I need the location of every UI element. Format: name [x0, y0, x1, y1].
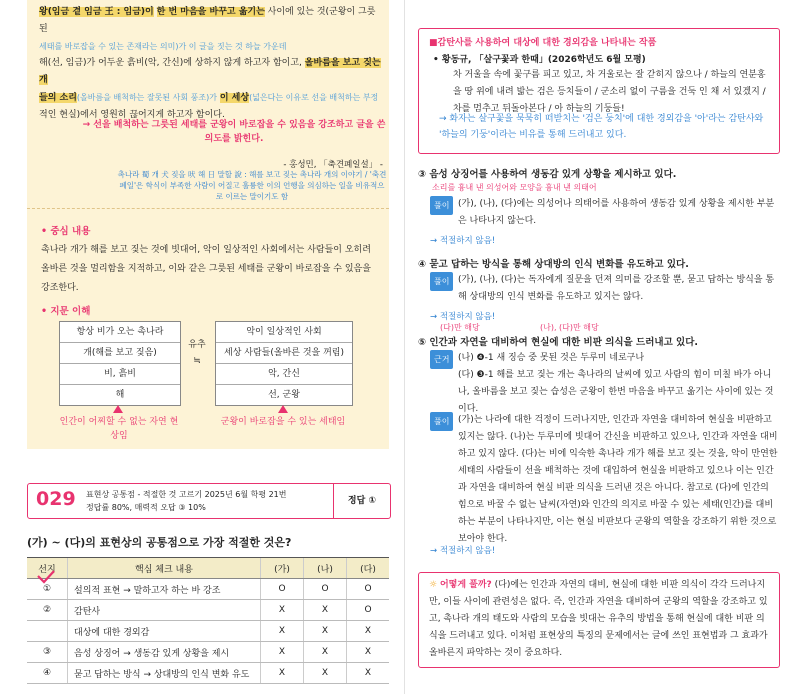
- choice-cell: ①: [27, 579, 68, 600]
- check-table-row: [27, 600, 389, 621]
- example-title: ■감탄사를 사용하여 대상에 대한 경외감을 나타내는 작품: [429, 38, 657, 48]
- mark-da: X: [347, 663, 390, 684]
- option-3-subnote: 소리를 흉내 낸 의성어와 모양을 흉내 낸 의태어: [432, 183, 597, 192]
- mark-ga: X: [261, 642, 304, 663]
- checkmark-icon: [36, 570, 56, 584]
- evidence-line-1: (나) ❹-1 새 징승 중 못된 것은 두루미 네로구나: [458, 353, 645, 363]
- lightbulb-icon: ☼: [429, 580, 438, 590]
- question-text: (가) ~ (다)의 표현상의 공통점으로 가장 적절한 것은?: [27, 536, 292, 549]
- option-5-check: → 적절하지 않음!: [430, 546, 496, 556]
- analogy-source-note: 인간이 어찌할 수 없는 자연 현상임: [59, 417, 179, 441]
- passage-l3c: 올바름을 보고 짖는 개: [39, 58, 381, 85]
- col-ga: (가): [261, 558, 304, 579]
- option-5-subnote-left: (다)만 해당: [440, 323, 480, 332]
- explanation-tag: 풀이: [430, 272, 453, 291]
- analogy-target-row: 악, 간신: [216, 364, 352, 385]
- analogy-source-row: 비, 흙비: [60, 364, 180, 385]
- item-cell: 감탄사: [68, 600, 261, 621]
- passage-l5: 적인 현실)에서 영원히 끊어지게 하고자 함이다.: [39, 110, 225, 120]
- option-5-body: (가)는 나라에 대한 걱정이 드러나지만, 인간과 자연을 대비하여 현실을 비판하고 있지는 않다. (나)는 두루미에 빗대어 간신을 비판하고 있으나, 인간과 자연을 대비하고 있지 않다. (다)는 비에 익숙한 촉나라 개가 해를 보고 짖는 것을, 악이 만연한 세태의 사람들이 선을 배척하는 것에 대입하여 현실을 비판하고 있으나 이는 인간과 자연을 대비하여 현실 비판 의식을 드러낸 것은 아니다. 참고로 (다)에 인간의 힘으로 바꿀 수 없는 날씨(자연)와 인간의 의지로 바꿀 수 있는 세태(인간)를 대비하는 부분이 나타나지만, 이는 현실 비판보다 군왕의 역할을 강조하기 위한 것으로 보아야 한다.: [458, 415, 778, 544]
- item-cell: 대상에 대한 경외감: [68, 621, 261, 642]
- col-choice: 선지: [27, 558, 68, 579]
- mark-na: O: [304, 579, 347, 600]
- passage-l3a: 해(선, 임금)가: [39, 58, 96, 68]
- check-table-row: [27, 663, 389, 684]
- mark-ga: O: [261, 579, 304, 600]
- question-accuracy: 정답률 80%, 매력적 오답 ③ 10%: [86, 503, 206, 512]
- option-5-evidence-text: [458, 350, 780, 418]
- analogy-target-note: 군왕이 바로잡을 수 있는 세태임: [220, 417, 346, 427]
- mark-da: X: [347, 621, 390, 642]
- option-4-check: → 적절하지 않음!: [430, 312, 496, 322]
- mark-ga: X: [261, 663, 304, 684]
- question-answer: 정답 ①: [333, 484, 390, 518]
- passage-l4c: 이 세상: [219, 93, 250, 103]
- arrow-up-icon: [113, 405, 123, 413]
- option-5-explanation: [430, 412, 780, 542]
- passage-text: [39, 4, 381, 124]
- analogy-target-row: 악이 일상적인 사회: [216, 322, 352, 343]
- question-meta: 표현상 공통점 - 적절한 것 고르기 2025년 6월 학평 21번: [86, 490, 287, 499]
- passage-l1b: 한 번 마음을 바꾸고 옮기는: [156, 7, 265, 17]
- analogy-source-row: 항상 비가 오는 촉나라: [60, 322, 180, 343]
- option-4-body: (가), (나), (다)는 독자에게 질문을 던져 의미를 강조할 뿐, 묻고 답하는 방식을 통해 상대방의 인식 변화를 유도하고 있지는 않다.: [458, 275, 775, 302]
- title-note: 촉나라 蜀 개 犬 짖을 吠 해 日 말할 說 : 해를 보고 짖는 촉나라 개의 이야기 / '축견폐일'은 학식이 부족한 사람이 어질고 훌륭한 이의 언행을 의심하는 일을 비유적으로 이르는 말이기도 함: [117, 170, 387, 201]
- passage-l2: 세태를 바로잡을 수 있는 존재라는 의미)가 이 글을 짓는 것 하늘 가운데: [39, 42, 287, 51]
- option-3-explanation: [430, 196, 780, 232]
- example-author: • 황동규, 「살구꽃과 한때」(2026학년도 6월 모평): [433, 55, 646, 65]
- analogy-label: 유추: [188, 340, 206, 350]
- mark-da: O: [347, 579, 390, 600]
- mark-ga: X: [261, 621, 304, 642]
- example-note: → 화자는 살구꽃을 묵묵히 떠받치는 '검은 둥치'에 대한 경외감을 '아'라는 감탄사와 '하늘의 기둥'이라는 비유를 통해 드러내고 있다.: [439, 114, 764, 140]
- col-na: (나): [304, 558, 347, 579]
- tip-text: [429, 577, 771, 662]
- passage-l1c: 사이에 있는 것(군왕이 그릇된: [39, 7, 376, 34]
- explanation-tag: 풀이: [430, 412, 453, 431]
- check-table-row: [27, 579, 389, 600]
- summary-panel: [27, 208, 389, 449]
- analogy-target-row: 세상 사람들(올바른 것을 꺼림): [216, 343, 352, 364]
- option-5-evidence: [430, 350, 780, 414]
- analogy-target-table: [215, 321, 353, 406]
- passage-understanding-title: • 지문 이해: [41, 306, 91, 317]
- passage-panel: [27, 0, 389, 208]
- option-4-title: ④ 묻고 답하는 방식을 통해 상대방의 인식 변화를 유도하고 있다.: [418, 259, 689, 270]
- choice-cell: ②: [27, 600, 68, 621]
- analogy-source-table: [59, 321, 181, 406]
- check-table-row: [27, 642, 389, 663]
- example-body: 차 거울을 속에 꽃구름 피고 있고, 차 거울로는 잘 갇히지 않으나 / 하늘의 연분홍을 땅 위에 내려 밟는 검은 등치들이 / 군소리 없이 구름을 건둑 인 채 서 있겠지 / 차를 멈추고 뒤돌아본다 / 아 하늘의 기둥들!: [453, 70, 766, 114]
- mark-na: X: [304, 642, 347, 663]
- option-5-title: ⑤ 인간과 자연을 대비하여 현실에 대한 비판 의식을 드러내고 있다.: [418, 337, 699, 348]
- evidence-tag: 근거: [430, 350, 453, 369]
- check-table-body: [27, 579, 389, 684]
- mark-da: O: [347, 600, 390, 621]
- option-3-title: ③ 음성 상징어를 사용하여 생동감 있게 상황을 제시하고 있다.: [418, 169, 677, 180]
- question-header: [27, 483, 391, 519]
- column-divider: [404, 0, 405, 694]
- focus-note: → 선을 배척하는 그릇된 세태를 군왕이 바로잡을 수 있음을 강조하고 글을 쓴 의도를 밝힌다.: [82, 120, 386, 144]
- analogy-target-row: 선, 군왕: [268, 390, 300, 400]
- analogy-symbol: ≒: [193, 356, 201, 366]
- source-citation: - 홍성민, 「축견폐일설」 -: [283, 160, 383, 170]
- choice-cell: ④: [27, 663, 68, 684]
- mark-na: X: [304, 663, 347, 684]
- mark-na: X: [304, 600, 347, 621]
- item-cell: 설의적 표현 → 말하고자 하는 바 강조: [68, 579, 261, 600]
- mark-da: X: [347, 642, 390, 663]
- tip-body: (다)에는 인간과 자연의 대비, 현실에 대한 비판 의식이 각각 드러나지만, 이들 사이에 관련성은 없다. 즉, 인간과 자연을 대비하여 군왕의 역할을 강조하고 있고, 촉나라 개의 태도와 사람의 모습을 빗대는 유추의 방법을 통해 현실에 대한 비판 의식을 드러내고 있다. 이처럼 표현상의 특징의 문제에서는 글에 쓰인 표현법과 그 효과가 올바른지 파악하는 것이 중요하다.: [429, 580, 768, 658]
- choice-cell: [27, 621, 68, 642]
- col-da: (다): [347, 558, 390, 579]
- evidence-line-2: (다) ❸-1 해를 보고 짖는 개는 촉나라의 날씨에 있고 사람의 힘이 미칠 바가 아니나, 올바름을 보고 짖는 습성은 군왕이 한번 마음을 바꾸고 옮기는 사이에 있는 것이다.: [458, 370, 774, 414]
- analogy-relation: [180, 337, 214, 369]
- item-cell: 음성 상징어 → 생동감 있게 상황을 제시: [68, 642, 261, 663]
- option-3-check: → 적절하지 않음!: [430, 236, 496, 246]
- check-table: [27, 557, 389, 684]
- mark-na: X: [304, 621, 347, 642]
- analogy-source-row: 해: [115, 390, 125, 400]
- option-3-body: (가), (나), (다)에는 의성어나 의태어를 사용하여 생동감 있게 상황을 제시한 부분은 나타나지 않는다.: [458, 199, 775, 226]
- passage-l4b: (올바름을 배척하는 잘못된 사회 풍조)가: [76, 93, 217, 102]
- question-number: 029: [36, 488, 76, 510]
- tip-box: [418, 572, 780, 668]
- arrow-up-icon: [278, 405, 288, 413]
- option-5-subnote-right: (나), (다)만 해당: [540, 323, 599, 332]
- tip-label: 어떻게 풀까?: [439, 580, 492, 590]
- passage-l4a: 들의 소리: [39, 93, 77, 103]
- col-item: 핵심 체크 내용: [68, 558, 261, 579]
- passage-l4d: (넓은다는 이유로 선을 배척하는 부정: [249, 93, 379, 102]
- example-box: [418, 28, 780, 154]
- item-cell: 묻고 답하는 방식 → 상대방의 인식 변화 유도: [68, 663, 261, 684]
- check-table-row: [27, 621, 389, 642]
- core-content-title: • 중심 내용: [41, 226, 91, 237]
- mark-ga: X: [261, 600, 304, 621]
- passage-l3b: 어두운 흙비(악, 간신)에 상하지 않게 하고자 함이고,: [98, 58, 302, 68]
- core-content-body: 촉나라 개가 해를 보고 짖는 것에 빗대어, 악이 일상적인 사회에서는 사람들이 오히려 올바른 것을 멀리함을 지적하고, 이와 같은 그릇된 세태를 군왕이 바로잡을 수 있음을 강조한다.: [41, 245, 371, 293]
- option-4-explanation: [430, 272, 780, 308]
- analogy-source-row: 개(해를 보고 짖음): [60, 343, 180, 364]
- explanation-tag: 풀이: [430, 196, 453, 215]
- choice-cell: ③: [27, 642, 68, 663]
- passage-l1a: 왕(임금 곁 임금 王 : 임금)이: [39, 7, 154, 17]
- check-table-header: [27, 558, 389, 579]
